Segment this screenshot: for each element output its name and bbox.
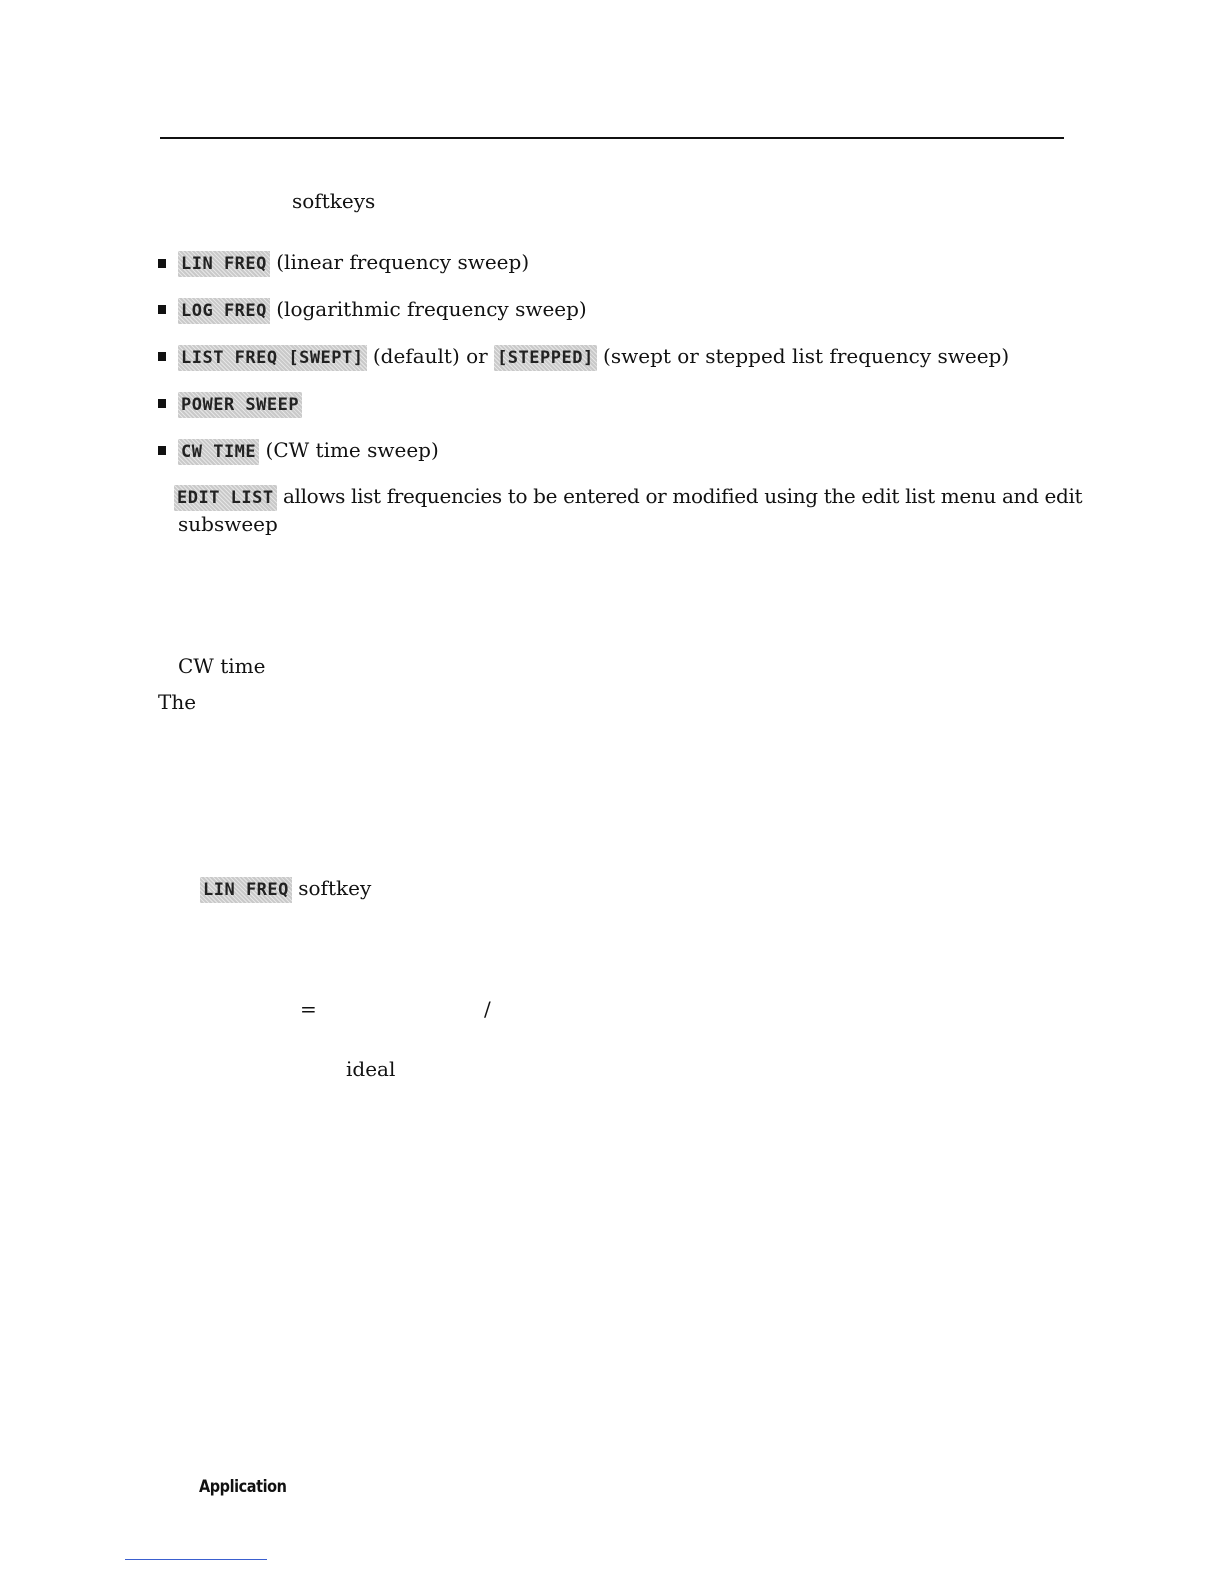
- lin-freq-softkey[interactable]: LIN FREQ: [178, 251, 270, 277]
- bullet-icon: [158, 446, 166, 455]
- cw-time-description: (CW time sweep): [265, 438, 439, 462]
- list-item-power-sweep: [178, 392, 302, 418]
- bullet-icon: [158, 399, 166, 408]
- footer-section-label: Application: [199, 1477, 287, 1497]
- list-item-lin-freq: [178, 251, 529, 277]
- log-freq-description: (logarithmic frequency sweep): [276, 297, 587, 321]
- ideal-word: ideal: [346, 1057, 396, 1081]
- list-item-list-freq: [178, 345, 1009, 371]
- lin-freq-softkey-inline[interactable]: LIN FREQ: [200, 877, 292, 903]
- list-item-cw-time: [178, 439, 439, 465]
- paragraph-start-fragment: The: [158, 690, 197, 714]
- edit-list-text: allows list frequencies to be entered or modified using the edit list menu and edit: [282, 484, 1083, 508]
- edit-list-continuation: subsweep: [178, 512, 278, 536]
- bullet-icon: [158, 305, 166, 314]
- power-sweep-softkey[interactable]: POWER SWEEP: [178, 392, 302, 418]
- edit-list-softkey[interactable]: EDIT LIST: [174, 485, 277, 511]
- softkeys-heading-fragment: softkeys: [292, 189, 376, 213]
- list-item-log-freq: [178, 298, 587, 324]
- cw-time-softkey[interactable]: CW TIME: [178, 439, 259, 465]
- bottom-link-underline: [125, 1559, 267, 1560]
- cw-time-heading-fragment: CW time: [178, 654, 266, 678]
- lin-freq-softkey-line: [200, 877, 371, 903]
- stepped-softkey[interactable]: [STEPPED]: [494, 345, 597, 371]
- bullet-icon: [158, 259, 166, 268]
- softkey-word: softkey: [298, 876, 372, 900]
- log-freq-softkey[interactable]: LOG FREQ: [178, 298, 270, 324]
- header-rule: [160, 137, 1064, 139]
- slash-sign: /: [484, 997, 491, 1021]
- edit-list-paragraph: [174, 485, 1082, 511]
- list-freq-description: (swept or stepped list frequency sweep): [603, 344, 1010, 368]
- list-freq-swept-softkey[interactable]: LIST FREQ [SWEPT]: [178, 345, 367, 371]
- list-freq-default-text: (default) or: [372, 344, 488, 368]
- lin-freq-description: (linear frequency sweep): [276, 250, 530, 274]
- bullet-icon: [158, 352, 166, 361]
- equals-sign: =: [300, 997, 317, 1021]
